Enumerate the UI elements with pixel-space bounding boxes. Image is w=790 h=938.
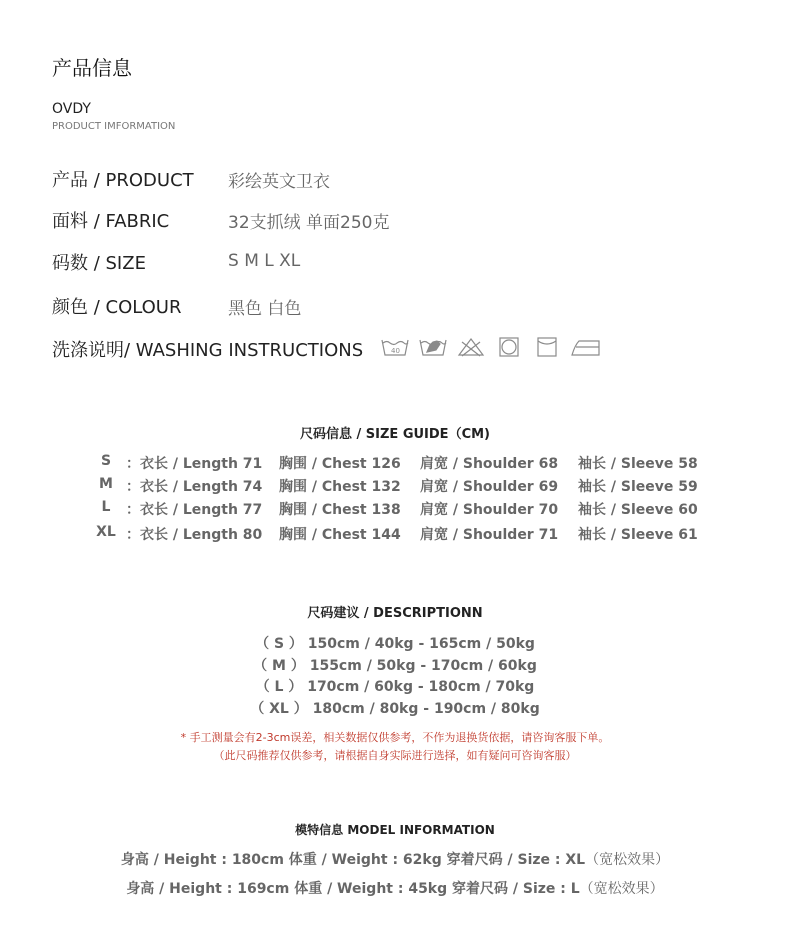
- wash-40-icon: [380, 336, 410, 358]
- size-cell: M: [99, 476, 113, 492]
- sleeve-cell: 袖长 / Sleeve 58: [578, 456, 698, 472]
- model-line-text: 身高 / Height : 169cm 体重 / Weight : 45kg 穿着尺码 / Size : L: [126, 881, 580, 897]
- length-cell: ：衣长 / Length 71: [126, 456, 263, 472]
- model-line-text: 身高 / Height : 180cm 体重 / Weight : 62kg 穿着尺码 / Size : XL: [120, 852, 586, 868]
- recommendation-line: （ S ） 150cm / 40kg - 165cm / 50kg: [255, 636, 535, 652]
- size-guide-heading: 尺码信息 / SIZE GUIDE（CM): [300, 427, 490, 442]
- size-cell: S: [100, 453, 112, 469]
- length-cell: ：衣长 / Length 77: [126, 502, 263, 518]
- shoulder-cell: 肩宽 / Shoulder 70: [420, 502, 559, 518]
- iron-icon: [570, 336, 600, 358]
- fabric-label: 面料 / FABRIC: [52, 211, 170, 232]
- product-value: 彩绘英文卫衣: [228, 172, 330, 192]
- size-label: 码数 / SIZE: [52, 253, 146, 274]
- colour-value: 黑色 白色: [228, 299, 302, 319]
- recommendation-heading: 尺码建议 / DESCRIPTIONN: [307, 606, 483, 621]
- recommendation-line: （ L ） 170cm / 60kg - 180cm / 70kg: [255, 679, 535, 695]
- tumble-dry-icon: [494, 336, 524, 358]
- wash-temp-text: 40: [391, 347, 400, 355]
- washing-label: 洗涤说明/ WASHING INSTRUCTIONS: [52, 340, 364, 361]
- shoulder-cell: 肩宽 / Shoulder 71: [420, 527, 559, 543]
- brand-subtitle: PRODUCT IMFORMATION: [52, 121, 176, 132]
- model-heading: 模特信息 MODEL INFORMATION: [295, 823, 495, 837]
- shoulder-cell: 肩宽 / Shoulder 68: [420, 456, 559, 472]
- sleeve-cell: 袖长 / Sleeve 61: [578, 527, 698, 543]
- table-row: [0, 524, 790, 546]
- page-title: 产品信息: [52, 56, 132, 80]
- table-row: [0, 499, 790, 521]
- washing-icons: [380, 336, 600, 358]
- measurement-note: * 手工测量会有2-3cm误差，相关数据仅供参考，不作为退换货依据，请咨询客服下单。: [180, 731, 610, 744]
- length-cell: ：衣长 / Length 74: [126, 479, 263, 495]
- chest-cell: 胸围 / Chest 138: [279, 502, 401, 518]
- line-dry-icon: [532, 336, 562, 358]
- model-line-suffix: （宽松效果）: [585, 852, 670, 868]
- size-cell: L: [101, 499, 111, 515]
- sleeve-cell: 袖长 / Sleeve 60: [578, 502, 698, 518]
- size-value: S M L XL: [228, 251, 301, 271]
- chest-cell: 胸围 / Chest 144: [279, 527, 401, 543]
- model-line: [0, 849, 790, 869]
- table-row: [0, 476, 790, 498]
- fabric-value: 32支抓绒 单面250克: [228, 213, 390, 233]
- brand-name: OVDY: [52, 101, 91, 117]
- sleeve-cell: 袖长 / Sleeve 59: [578, 479, 698, 495]
- recommendation-line: （ XL ） 180cm / 80kg - 190cm / 80kg: [250, 701, 540, 717]
- no-bleach-icon: [456, 336, 486, 358]
- chest-cell: 胸围 / Chest 132: [279, 479, 401, 495]
- model-line: [0, 878, 790, 898]
- chest-cell: 胸围 / Chest 126: [279, 456, 401, 472]
- recommendation-note: （此尺码推荐仅供参考，请根据自身实际进行选择，如有疑问可咨询客服）: [213, 749, 577, 762]
- size-cell: XL: [96, 524, 116, 540]
- length-cell: ：衣长 / Length 80: [126, 527, 263, 543]
- colour-label: 颜色 / COLOUR: [52, 297, 182, 318]
- recommendation-line: （ M ） 155cm / 50kg - 170cm / 60kg: [253, 658, 537, 674]
- model-line-suffix: （宽松效果）: [579, 881, 664, 897]
- shoulder-cell: 肩宽 / Shoulder 69: [420, 479, 559, 495]
- hand-wash-icon: [418, 336, 448, 358]
- product-label: 产品 / PRODUCT: [52, 170, 194, 191]
- table-row: [0, 453, 790, 475]
